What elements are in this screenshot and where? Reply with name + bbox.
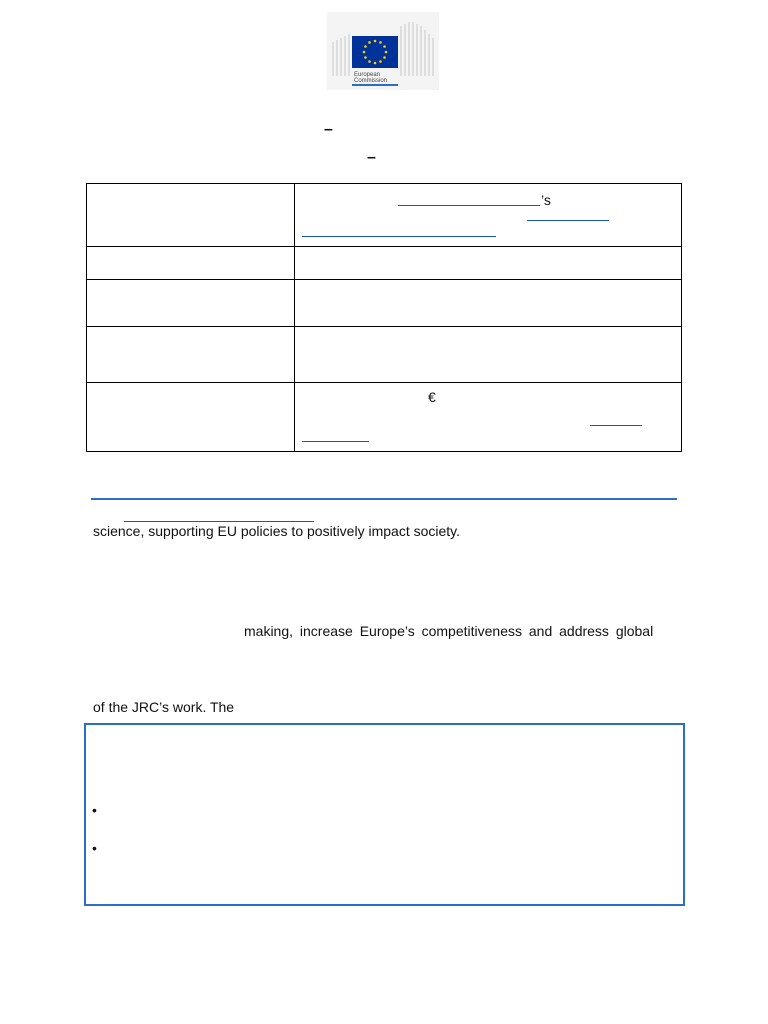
table-label-cell — [87, 280, 295, 327]
eu-star-icon — [364, 56, 367, 59]
link-underline[interactable] — [302, 441, 369, 442]
table-value-cell — [295, 280, 682, 327]
info-table — [86, 183, 682, 452]
link-underline[interactable] — [398, 205, 540, 206]
eu-star-icon — [383, 45, 386, 48]
euro-symbol: € — [428, 389, 436, 405]
table-value-cell — [295, 383, 682, 452]
eu-star-icon — [374, 40, 377, 43]
table-row — [87, 383, 682, 452]
heading-dash-1: – — [324, 121, 333, 138]
heading-dash-2: – — [367, 149, 376, 166]
eu-star-icon — [374, 62, 377, 65]
table-row — [87, 184, 682, 247]
table-row — [87, 247, 682, 280]
link-underline[interactable] — [527, 220, 609, 221]
bullet-item: • — [92, 840, 97, 856]
table-value-cell — [295, 327, 682, 383]
logo-text-commission: Commission — [354, 78, 388, 84]
eu-star-icon — [385, 51, 388, 54]
logo-text-european: European — [354, 72, 381, 78]
highlight-box — [84, 723, 685, 906]
eu-star-icon — [379, 41, 382, 44]
eu-star-icon — [383, 56, 386, 59]
eu-star-icon — [364, 45, 367, 48]
table-row — [87, 327, 682, 383]
apostrophe-s-text: ’s — [541, 192, 551, 208]
eu-star-icon — [363, 51, 366, 54]
section-divider — [91, 498, 677, 500]
table-value-cell — [295, 184, 682, 247]
table-label-cell — [87, 327, 295, 383]
table-row — [87, 280, 682, 327]
table-label-cell — [87, 247, 295, 280]
link-underline[interactable] — [302, 236, 496, 237]
body-line-3: of the JRC’s work. The — [93, 699, 235, 715]
eu-star-icon — [379, 60, 382, 63]
body-line-1: science, supporting EU policies to positively impact society. — [93, 523, 461, 539]
european-commission-logo — [327, 12, 439, 90]
link-underline[interactable] — [124, 521, 314, 522]
table-value-cell — [295, 247, 682, 280]
eu-star-icon — [368, 41, 371, 44]
body-line-2: making, increase Europe’s competitiveness and address global — [244, 623, 654, 639]
link-underline[interactable] — [590, 425, 642, 426]
eu-star-icon — [368, 60, 371, 63]
table-label-cell — [87, 184, 295, 247]
bullet-item: • — [92, 802, 97, 818]
table-label-cell — [87, 383, 295, 452]
